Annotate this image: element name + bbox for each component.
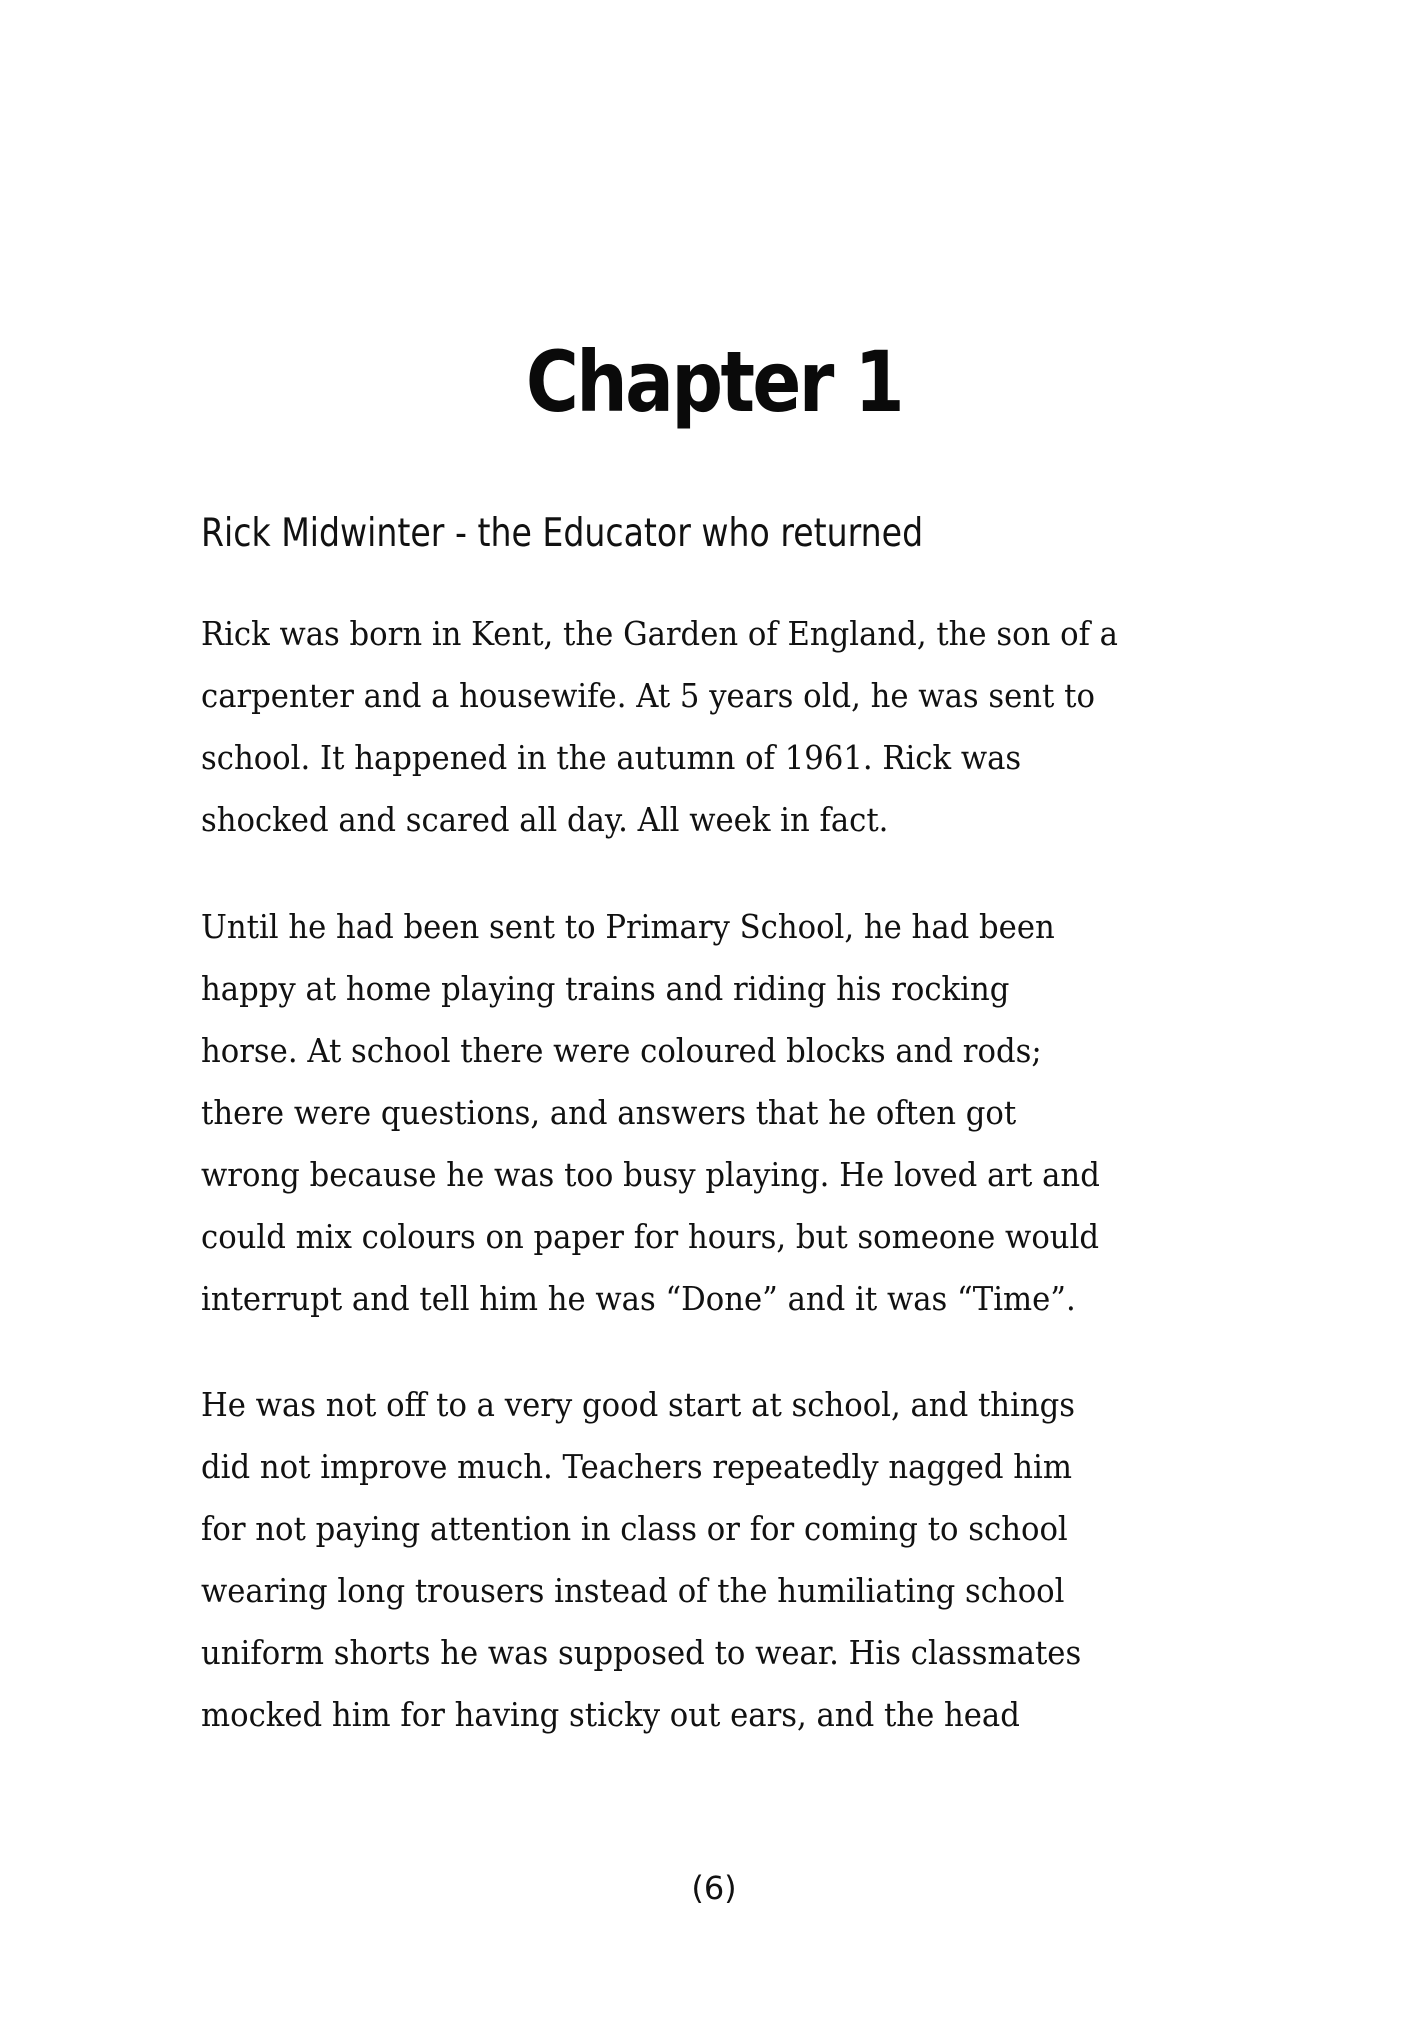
text-line: horse. At school there were coloured blocks and rods; (201, 1031, 1042, 1070)
text-line: wearing long trousers instead of the humiliating school (201, 1571, 1065, 1610)
text-line: shocked and scared all day. All week in fact. (201, 800, 889, 839)
text-line: interrupt and tell him he was “Done” and it was “Time”. (201, 1279, 1076, 1318)
chapter-title: Chapter 1 (525, 333, 903, 432)
text-line: mocked him for having sticky out ears, and the head (201, 1695, 1020, 1734)
chapter-subtitle: Rick Midwinter - the Educator who returned (201, 511, 924, 556)
text-line: Rick was born in Kent, the Garden of England, the son of a (201, 614, 1118, 653)
page-number: (6) (691, 1869, 737, 1907)
paragraph-2 (201, 896, 1301, 1330)
text-line: wrong because he was too busy playing. He loved art and (201, 1155, 1100, 1194)
text-line: there were questions, and answers that he often got (201, 1093, 1017, 1132)
text-line: happy at home playing trains and riding his rocking (201, 969, 1010, 1008)
text-line: Until he had been sent to Primary School, he had been (201, 907, 1055, 946)
text-line: could mix colours on paper for hours, but someone would (201, 1217, 1100, 1256)
text-line: uniform shorts he was supposed to wear. His classmates (201, 1633, 1082, 1672)
text-line: for not paying attention in class or for coming to school (201, 1509, 1068, 1548)
paragraph-1 (201, 603, 1301, 851)
text-line: He was not off to a very good start at school, and things (201, 1385, 1076, 1424)
paragraph-3 (201, 1374, 1301, 1746)
text-line: school. It happened in the autumn of 1961. Rick was (201, 738, 1022, 777)
text-line: did not improve much. Teachers repeatedly nagged him (201, 1447, 1072, 1486)
text-line: carpenter and a housewife. At 5 years old, he was sent to (201, 676, 1095, 715)
